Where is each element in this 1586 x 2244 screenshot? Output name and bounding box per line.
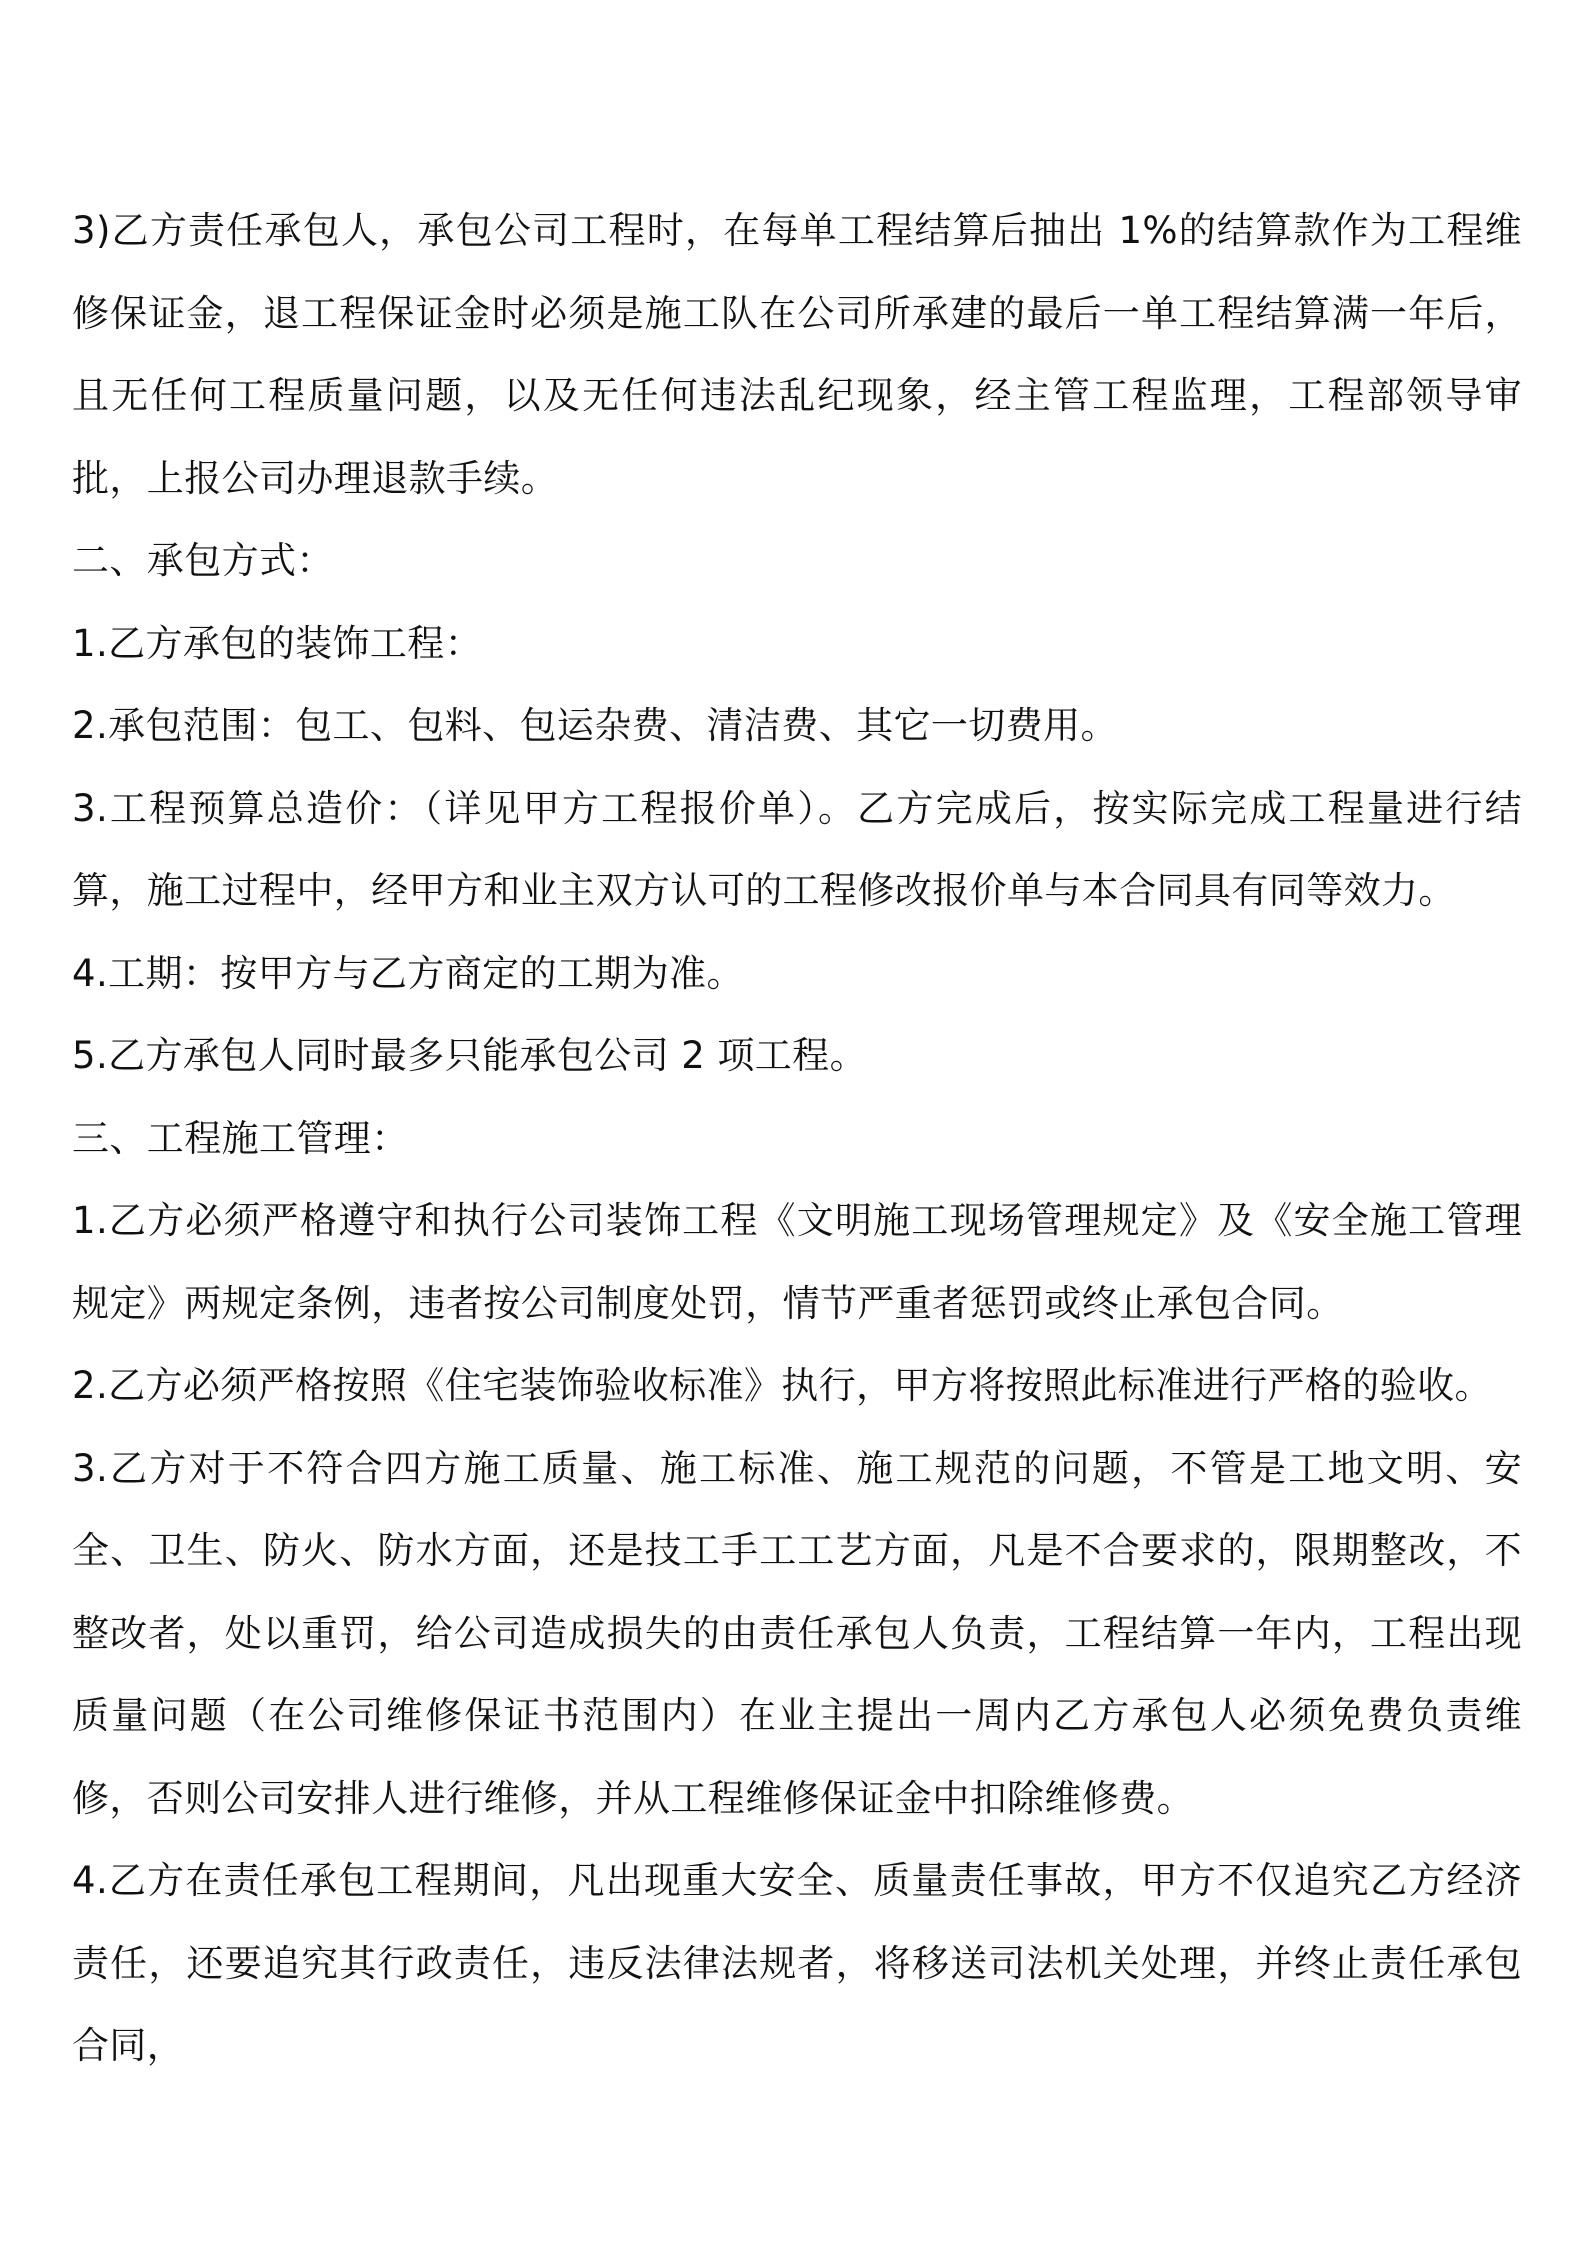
clause-project-limit: 5.乙方承包人同时最多只能承包公司 2 项工程。 xyxy=(72,1034,867,1077)
clause-acceptance-standard: 2.乙方必须严格按照《住宅装饰验收标准》执行，甲方将按照此标准进行严格的验收。 xyxy=(72,1364,1492,1407)
clause-construction-period: 4.工期：按甲方与乙方商定的工期为准。 xyxy=(72,951,744,995)
clause-deposit-refund: 3)乙方责任承包人，承包公司工程时，在每单工程结算后抽出 1%的结算款作为工程维修保证金，退工程保证金时必须是施工队在公司所承建的最后一单工程结算满一年后，且无任何工程质量问题，以及无任何违法乱纪现象，经主管工程监理，工程部领导审批，上报公司办理退款手续。 xyxy=(72,209,1522,500)
clause-contract-scope: 2.承包范围：包工、包料、包运杂费、清洁费、其它一切费用。 xyxy=(72,704,1118,747)
document-body xyxy=(72,190,1522,2088)
clause-accident-liability: 4.乙方在责任承包工程期间，凡出现重大安全、质量责任事故，甲方不仅追究乙方经济责任，还要追究其行政责任，违反法律法规者，将移送司法机关处理，并终止责任承包合同， xyxy=(72,1859,1522,2067)
clause-site-regulations: 1.乙方必须严格遵守和执行公司装饰工程《文明施工现场管理规定》及《安全施工管理规定》两规定条例，违者按公司制度处罚，情节严重者惩罚或终止承包合同。 xyxy=(72,1199,1522,1325)
section-heading-construction-management: 三、工程施工管理： xyxy=(72,1116,409,1160)
clause-decoration-project: 1.乙方承包的装饰工程： xyxy=(72,621,483,665)
section-heading-contract-method: 二、承包方式： xyxy=(72,539,334,582)
clause-budget-total: 3.工程预算总造价：（详见甲方工程报价单）。乙方完成后，按实际完成工程量进行结算，施工过程中，经甲方和业主双方认可的工程修改报价单与本合同具有同等效力。 xyxy=(72,786,1522,912)
clause-quality-rectification: 3.乙方对于不符合四方施工质量、施工标准、施工规范的问题，不管是工地文明、安全、卫生、防火、防水方面，还是技工手工工艺方面，凡是不合要求的，限期整改，不整改者，处以重罚，给公司造成损失的由责任承包人负责，工程结算一年内，工程出现质量问题（在公司维修保证书范围内）在业主提出一周内乙方承包人必须免费负责维修，否则公司安排人进行维修，并从工程维修保证金中扣除维修费。 xyxy=(72,1446,1522,1820)
